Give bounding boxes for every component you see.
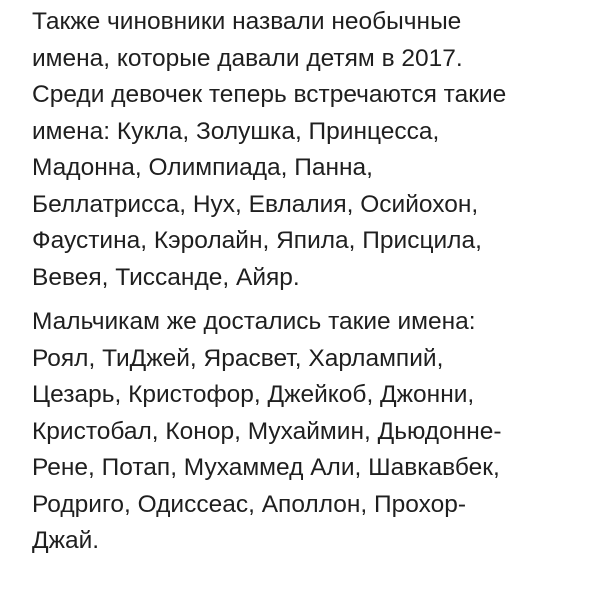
- text-line: Кристобал, Конор, Мухаймин, Дьюдонне-: [32, 417, 502, 445]
- text-line: имена: Кукла, Золушка, Принцесса,: [32, 117, 440, 145]
- article-text: [32, 4, 592, 560]
- text-line: Вевея, Тиссанде, Айяр.: [32, 263, 300, 291]
- text-line: Беллатрисса, Нух, Евлалия, Осийохон,: [32, 190, 479, 218]
- text-line: Родриго, Одиссеас, Аполлон, Прохор-: [32, 490, 467, 518]
- text-line: Фаустина, Кэролайн, Япила, Присцила,: [32, 227, 482, 254]
- text-line: Мальчикам же достались такие имена:: [32, 308, 476, 335]
- text-line: Также чиновники назвали необычные: [32, 8, 462, 35]
- text-line: Роял, ТиДжей, Ярасвет, Харлампий,: [32, 344, 444, 372]
- text-line: Среди девочек теперь встречаются такие: [32, 81, 507, 108]
- text-line: Джай.: [32, 527, 100, 554]
- paragraph-boys-names: [32, 304, 592, 560]
- text-line: Цезарь, Кристофор, Джейкоб, Джонни,: [32, 381, 475, 408]
- text-line: Рене, Потап, Мухаммед Али, Шавкавбек,: [32, 454, 500, 481]
- paragraph-girls-names: [32, 4, 592, 296]
- text-line: Мадонна, Олимпиада, Панна,: [32, 154, 373, 181]
- text-line: имена, которые давали детям в 2017.: [32, 44, 463, 72]
